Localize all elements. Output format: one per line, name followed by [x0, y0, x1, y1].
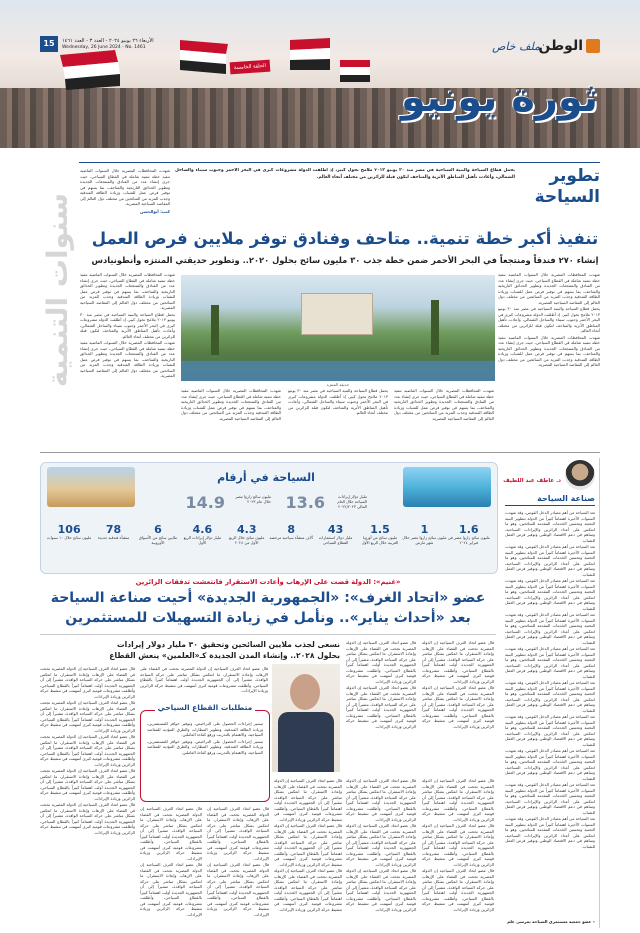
paragraph: قال عضو اتحاد الغرف السياحية إن الدولة المصرية نجحت في القضاء على الإرهاب وإعادة الاستقرار، ما انعكس بشكل مباشر على حركة السياحة الوافدة، مشيراً إلى أن الجمهورية الجديدة أولت اهتماماً كبيراً بالقطاع السياحي، وأطلقت مشروعات قومية كبرى أسهمت في تنشيط حركة الزائرين وزيادة الإيرادات. — [422, 823, 494, 867]
paragraph: شهدت المحافظات المصرية خلال السنوات الماضية تنفيذ خطة تنمية شاملة في القطاع السياحي، حيث جرى إنشاء عدد من الفنادق والمنتجعات الجديدة وتطوير الحدائق التاريخية والمتاحف، بما يسهم في توفير فرص عمل للشباب وزيادة الطاقة الفندقية وجذب المزيد من السائحين من مختلف دول العالم إلى المقاصد السياحية المصرية. — [181, 388, 281, 421]
author-name: د. عاطف عبد اللطيف — [503, 478, 561, 484]
page-title: ثورة يونيو — [400, 75, 598, 121]
stat-item — [47, 523, 91, 569]
interviewee-photo — [272, 664, 340, 772]
stat-value: 43 — [327, 523, 344, 536]
intro-text: يحمل قطاع السياحة والبنية السياحية في مصر منذ ٣٠ يونيو ٢٠١٣ ملامح تحول كبير، إذ أطلقت الدولة مشروعات كبرى في البحر الأحمر وجنوب سيناء والساحل الشمالي، وأعادت تأهيل المناطق الأثرية والمتاحف لتكون قبلة للزائرين من مختلف أنحاء العالم. — [175, 168, 515, 180]
paragraph: قال عضو اتحاد الغرف السياحية إن الدولة المصرية نجحت في القضاء على الإرهاب وإعادة الاستقرار، ما انعكس بشكل مباشر على حركة السياحة الوافدة، مشيراً إلى أن الجمهورية الجديدة أولت اهتماماً كبيراً بالقطاع السياحي، وأطلقت مشروعات قومية كبرى أسهمت في تنشيط حركة الزائرين وزيادة الإيرادات. — [346, 778, 416, 822]
stat-label: مليون سائح زاروا مصر خلال شهر مارس — [402, 535, 447, 545]
opinion-sidebar — [501, 458, 600, 928]
stat-label: مليار دولار إيرادات الربع الأول — [183, 535, 222, 545]
article1-subhead: إنشاء ٢٧٠ فندقاً ومنتجعاً في البحر الأحمر ضمن خطة جذب ٣٠ مليون سائح بحلول ٢٠٢٠.. وتطوير حديقتي المنتزه وأنطونيادس — [91, 255, 599, 265]
paragraph: قال عضو اتحاد الغرف السياحية إن الدولة المصرية نجحت في القضاء على الإرهاب وإعادة الاستقرار، ما انعكس بشكل مباشر على حركة السياحة الوافدة، مشيراً إلى أن الجمهورية الجديدة أولت اهتماماً كبيراً بالقطاع السياحي، وأطلقت مشروعات قومية كبرى أسهمت في تنشيط حركة الزائرين وزيادة الإيرادات. — [274, 868, 342, 912]
sidebar-title: صناعة السياحة — [505, 494, 595, 506]
requirements-title: متطلبات القطاع السياحي — [155, 703, 255, 712]
article1-col-3b — [288, 388, 388, 448]
article2-col-2 — [140, 806, 202, 928]
stats-box — [40, 462, 498, 574]
article1-headline: تنفيذ أكبر خطة تنمية.. متاحف وفنادق توفر ملايين فرص العمل — [91, 229, 599, 248]
stat-item — [225, 523, 269, 569]
paragraph: تعد السياحة من أهم مصادر الدخل القومي، وقد شهدت السنوات الأخيرة اهتماماً كبيراً من الدولة بتطوير البنية التحتية وتحسين الخدمات المقدمة للسائحين، وهو ما انعكس على أعداد الزائرين والإيرادات السياحية، وساهم في دعم الاقتصاد الوطني وتوفير فرص العمل للشباب. — [505, 748, 595, 781]
stat-value: 78 — [105, 523, 122, 536]
paragraph: يحمل قطاع السياحة والبنية السياحية في مصر منذ ٣٠ يونيو ٢٠١٣ ملامح تحول كبير، إذ أطلقت الدولة مشروعات كبرى في البحر الأحمر وجنوب سيناء والساحل الشمالي، وأعادت تأهيل المناطق الأثرية والمتاحف لتكون قبلة للزائرين من مختلف أنحاء العالم. — [80, 311, 175, 339]
paragraph: قال عضو اتحاد الغرف السياحية إن الدولة المصرية نجحت في القضاء على الإرهاب وإعادة الاستقرار، ما انعكس بشكل مباشر على حركة السياحة الوافدة، مشيراً إلى أن الجمهورية الجديدة أولت اهتماماً كبيراً بالقطاع السياحي، وأطلقت مشروعات قومية كبرى أسهمت في تنشيط حركة الزائرين وزيادة الإيرادات. — [40, 768, 135, 801]
paragraph: تعد السياحة من أهم مصادر الدخل القومي، وقد شهدت السنوات الأخيرة اهتماماً كبيراً من الدولة بتطوير البنية التحتية وتحسين الخدمات المقدمة للسائحين، وهو ما انعكس على أعداد الزائرين والإيرادات السياحية، وساهم في دعم الاقتصاد الوطني وتوفير فرص العمل للشباب. — [505, 646, 595, 679]
byline: كتب: أبوالحسن — [140, 208, 170, 214]
paragraph: قال عضو اتحاد الغرف السياحية إن الدولة المصرية نجحت في القضاء على الإرهاب وإعادة الاستقرار، ما انعكس بشكل مباشر على حركة السياحة الوافدة، مشيراً إلى أن الجمهورية الجديدة أولت اهتماماً كبيراً بالقطاع السياحي، وأطلقت مشروعات قومية كبرى أسهمت في تنشيط حركة الزائرين وزيادة الإيرادات. — [422, 778, 494, 822]
face — [290, 674, 320, 710]
stat-item — [447, 523, 491, 569]
stat-item — [358, 523, 402, 569]
stat-value: 4.6 — [192, 523, 213, 536]
paragraph: قال عضو اتحاد الغرف السياحية إن الدولة المصرية نجحت في القضاء على الإرهاب وإعادة الاستقرار، ما انعكس بشكل مباشر على حركة السياحة الوافدة، مشيراً إلى أن الجمهورية الجديدة أولت اهتماماً كبيراً بالقطاع السياحي، وأطلقت مشروعات قومية كبرى أسهمت في تنشيط حركة الزائرين وزيادة الإيرادات. — [422, 685, 494, 729]
kicker-block — [532, 166, 600, 226]
stat-item — [402, 523, 446, 569]
article1-col-3a — [181, 388, 281, 448]
article2-col-6 — [422, 778, 494, 928]
date-en: Wednesday, 26 June 2024 - No. 1461 — [62, 45, 146, 50]
article2-headline-2: بعد «أحداث يناير».. ونأمل في زيادة التسهيلات للمستثمرين — [65, 610, 471, 626]
paragraph: تعد السياحة من أهم مصادر الدخل القومي، وقد شهدت السنوات الأخيرة اهتماماً كبيراً من الدولة بتطوير البنية التحتية وتحسين الخدمات المقدمة للسائحين، وهو ما انعكس على أعداد الزائرين والإيرادات السياحية، وساهم في دعم الاقتصاد الوطني وتوفير فرص العمل للشباب. — [505, 544, 595, 577]
article2-subhead-1: نسعى لجذب ملايين السائحين وتحقيق ٣٠ مليار دولار إيرادات — [116, 640, 340, 649]
hero-value: 13.6 — [285, 493, 325, 512]
article1-col-4 — [80, 272, 175, 442]
stat-value: 1.5 — [370, 523, 390, 536]
section-label: ملف خاص — [492, 40, 540, 53]
stat-label: مليار دولار استثمارات القطاع السياحي — [318, 535, 353, 545]
paragraph: شهدت المحافظات المصرية خلال السنوات الماضية تنفيذ خطة تنمية شاملة في القطاع السياحي، حيث جرى إنشاء عدد من الفنادق والمنتجعات الجديدة وتطوير الحدائق التاريخية والمتاحف، بما يسهم في توفير فرص عمل للشباب وزيادة الطاقة الفندقية وجذب المزيد من السائحين من مختلف دول العالم إلى المقاصد السياحية المصرية. — [394, 388, 494, 421]
article2-col-3 — [207, 806, 269, 928]
paragraph: قال عضو اتحاد الغرف السياحية إن الدولة المصرية نجحت في القضاء على الإرهاب وإعادة الاستقرار، ما انعكس بشكل مباشر على حركة السياحة الوافدة، مشيراً إلى أن الجمهورية الجديدة أولت اهتماماً كبيراً بالقطاع السياحي، وأطلقت مشروعات قومية كبرى أسهمت في تنشيط حركة الزائرين وزيادة الإيرادات. — [207, 862, 269, 917]
paragraph: تعد السياحة من أهم مصادر الدخل القومي، وقد شهدت السنوات الأخيرة اهتماماً كبيراً من الدولة بتطوير البنية التحتية وتحسين الخدمات المقدمة للسائحين، وهو ما انعكس على أعداد الزائرين والإيرادات السياحية، وساهم في دعم الاقتصاد الوطني وتوفير فرص العمل للشباب. — [505, 714, 595, 747]
date-ar: الأربعاء ٢٦ يونيو ٢٠٢٤ - العدد ٣ - العدد ١٤٦١ — [62, 38, 154, 44]
article2-col-1 — [40, 666, 135, 928]
paragraph: قال عضو اتحاد الغرف السياحية إن الدولة المصرية نجحت في القضاء على الإرهاب وإعادة الاستقرار، ما انعكس بشكل مباشر على حركة السياحة الوافدة، مشيراً إلى أن الجمهورية الجديدة أولت اهتماماً كبيراً بالقطاع السياحي، وأطلقت مشروعات قومية كبرى أسهمت في تنشيط حركة الزائرين وزيادة الإيرادات. — [40, 734, 135, 767]
paragraph: يحمل قطاع السياحة والبنية السياحية في مصر منذ ٣٠ يونيو ٢٠١٣ ملامح تحول كبير، إذ أطلقت الدولة مشروعات كبرى في البحر الأحمر وجنوب سيناء والساحل الشمالي، وأعادت تأهيل المناطق الأثرية والمتاحف لتكون قبلة للزائرين من مختلف أنحاء العالم. — [288, 388, 388, 415]
article1-col-3c — [394, 388, 494, 448]
palm-tree — [211, 305, 219, 355]
paragraph: تعد السياحة من أهم مصادر الدخل القومي، وقد شهدت السنوات الأخيرة اهتماماً كبيراً من الدولة بتطوير البنية التحتية وتحسين الخدمات المقدمة للسائحين، وهو ما انعكس على أعداد الزائرين والإيرادات السياحية، وساهم في دعم الاقتصاد الوطني وتوفير فرص العمل للشباب. — [505, 612, 595, 645]
stat-label: مليون سائح خلال ١٠ سنوات — [47, 535, 92, 540]
paragraph: قال عضو اتحاد الغرف السياحية إن الدولة المصرية نجحت في القضاء على الإرهاب وإعادة الاستقرار، ما انعكس بشكل مباشر على حركة السياحة الوافدة، مشيراً إلى أن الجمهورية الجديدة أولت اهتماماً كبيراً بالقطاع السياحي، وأطلقت مشروعات قومية كبرى أسهمت في تنشيط حركة الزائرين وزيادة الإيرادات. — [140, 806, 202, 861]
paragraph: قال عضو اتحاد الغرف السياحية إن الدولة المصرية نجحت في القضاء على الإرهاب وإعادة الاستقرار، ما انعكس بشكل مباشر على حركة السياحة الوافدة، مشيراً إلى أن الجمهورية الجديدة أولت اهتماماً كبيراً بالقطاع السياحي، وأطلقت مشروعات قومية كبرى أسهمت في تنشيط حركة الزائرين وزيادة الإيرادات. — [422, 868, 494, 912]
article2-headline-1: عضو «اتحاد الغرف»: «الجمهورية الجديدة» أحيت صناعة السياحة — [50, 590, 486, 606]
logo — [538, 36, 600, 56]
paragraph: قال عضو اتحاد الغرف السياحية إن الدولة المصرية نجحت في القضاء على الإرهاب وإعادة الاستقرار، ما انعكس بشكل مباشر على حركة السياحة الوافدة، مشيراً إلى أن الجمهورية الجديدة أولت اهتماماً كبيراً بالقطاع السياحي، وأطلقت مشروعات قومية كبرى أسهمت في تنشيط حركة الزائرين وزيادة الإيرادات. — [40, 700, 135, 733]
stat-label: مليون سائح خلال الربع الأول من ٢٠٢٤ — [229, 535, 265, 545]
paragraph: شهدت المحافظات المصرية خلال السنوات الماضية تنفيذ خطة تنمية شاملة في القطاع السياحي، حيث جرى إنشاء عدد من الفنادق والمنتجعات الجديدة وتطوير الحدائق التاريخية والمتاحف، بما يسهم في توفير فرص عمل للشباب وزيادة الطاقة الفندقية وجذب المزيد من السائحين من مختلف دول العالم إلى المقاصد السياحية المصرية. — [80, 272, 175, 310]
paragraph: تعد السياحة من أهم مصادر الدخل القومي، وقد شهدت السنوات الأخيرة اهتماماً كبيراً من الدولة بتطوير البنية التحتية وتحسين الخدمات المقدمة للسائحين، وهو ما انعكس على أعداد الزائرين والإيرادات السياحية، وساهم في دعم الاقتصاد الوطني وتوفير فرص العمل للشباب. — [505, 816, 595, 849]
paragraph: يحمل قطاع السياحة والبنية السياحية في مصر منذ ٣٠ يونيو ٢٠١٣ ملامح تحول كبير، إذ أطلقت الدولة مشروعات كبرى في البحر الأحمر وجنوب سيناء والساحل الشمالي، وأعادت تأهيل المناطق الأثرية والمتاحف لتكون قبلة للزائرين من مختلف أنحاء العالم. — [498, 306, 600, 333]
divider — [40, 452, 600, 453]
intro-col-text: شهدت المحافظات المصرية خلال السنوات الماضية تنفيذ خطة تنمية شاملة في القطاع السياحي، حيث جرى إنشاء عدد من الفنادق والمنتجعات الجديدة وتطوير الحدائق التاريخية والمتاحف، بما يسهم في توفير فرص عمل للشباب وزيادة الطاقة الفندقية وجذب المزيد من السائحين من مختلف دول العالم إلى المقاصد السياحية المصرية. — [80, 168, 170, 206]
stat-label: ملايين سائح من الأسواق الأوروبية — [138, 535, 178, 545]
page-number: 15 — [40, 36, 58, 52]
article2-col-5 — [346, 778, 416, 928]
masthead — [40, 36, 600, 58]
article2-kicker: «غنيم»: الدولة قضت على الإرهاب وأعادت الاستقرار فانتعشت تدفقات الزائرين — [135, 578, 401, 586]
article1-intro-col — [80, 168, 170, 220]
hero-stat — [281, 493, 367, 517]
stat-label: آلاف منشأة سياحية مرخصة — [269, 535, 313, 540]
logo-mark-icon — [586, 39, 600, 53]
water — [181, 361, 495, 381]
suit — [278, 712, 334, 772]
paragraph: تعد السياحة من أهم مصادر الدخل القومي، وقد شهدت السنوات الأخيرة اهتماماً كبيراً من الدولة بتطوير البنية التحتية وتحسين الخدمات المقدمة للسائحين، وهو ما انعكس على أعداد الزائرين والإيرادات السياحية، وساهم في دعم الاقتصاد الوطني وتوفير فرص العمل للشباب. — [505, 680, 595, 713]
paragraph: قال عضو اتحاد الغرف السياحية إن الدولة المصرية نجحت في القضاء على الإرهاب وإعادة الاستقرار، ما انعكس بشكل مباشر على حركة السياحة الوافدة، مشيراً إلى أن الجمهورية الجديدة أولت اهتماماً كبيراً بالقطاع السياحي، وأطلقت مشروعات قومية كبرى أسهمت في تنشيط حركة الزائرين وزيادة الإيرادات. — [274, 823, 342, 867]
paragraph: قال عضو اتحاد الغرف السياحية إن الدولة المصرية نجحت في القضاء على الإرهاب وإعادة الاستقرار، ما انعكس بشكل مباشر على حركة السياحة الوافدة، مشيراً إلى أن الجمهورية الجديدة أولت اهتماماً كبيراً بالقطاع السياحي، وأطلقت مشروعات قومية كبرى أسهمت في تنشيط حركة الزائرين وزيادة الإيرادات. — [40, 802, 135, 835]
paragraph: قال عضو اتحاد الغرف السياحية إن الدولة المصرية نجحت في القضاء على الإرهاب وإعادة الاستقرار، ما انعكس بشكل مباشر على حركة السياحة الوافدة، مشيراً إلى أن الجمهورية الجديدة أولت اهتماماً كبيراً بالقطاع السياحي، وأطلقت مشروعات قومية كبرى أسهمت في تنشيط حركة الزائرين وزيادة الإيرادات. — [140, 666, 268, 693]
hero-label: مليون سائح زاروا مصر خلال عام ٢٠٢٣ — [235, 494, 271, 504]
paragraph: قال عضو اتحاد الغرف السياحية إن الدولة المصرية نجحت في القضاء على الإرهاب وإعادة الاستقرار، ما انعكس بشكل مباشر على حركة السياحة الوافدة، مشيراً إلى أن الجمهورية الجديدة أولت اهتماماً كبيراً بالقطاع السياحي، وأطلقت مشروعات قومية كبرى أسهمت في تنشيط حركة الزائرين وزيادة الإيرادات. — [422, 640, 494, 684]
stat-label: مليون سائح من أوروبا الغربية خلال الربع الأول — [361, 535, 399, 545]
paragraph: قال عضو اتحاد الغرف السياحية إن الدولة المصرية نجحت في القضاء على الإرهاب وإعادة الاستقرار، ما انعكس بشكل مباشر على حركة السياحة الوافدة، مشيراً إلى أن الجمهورية الجديدة أولت اهتماماً كبيراً بالقطاع السياحي، وأطلقت مشروعات قومية كبرى أسهمت في تنشيط حركة الزائرين وزيادة الإيرادات. — [346, 685, 416, 729]
stat-value: 6 — [154, 523, 162, 536]
stat-item — [136, 523, 180, 569]
beach-photo — [403, 467, 491, 507]
article2-subhead-2: بحلول ٢٠٢٨.. وإنشاء المدن الجديدة كـ«العلمين» ينعش القطاع — [109, 651, 340, 660]
episode-badge: الحلقة الخامسة — [230, 60, 271, 75]
side-title-strip — [40, 160, 76, 420]
hero-value: 14.9 — [185, 493, 225, 512]
sidebar-footer: ٭ عضو جمعية مستثمري السياحة بمرسى علم — [507, 919, 595, 924]
stat-value: 4.3 — [237, 523, 257, 536]
stat-label: مليون سائح زاروا مصر في فبراير ٢٠٢٤ — [447, 535, 490, 545]
stat-item — [313, 523, 357, 569]
hero-label: مليار دولار إيرادات السياحة خلال العام المالي ٢٠٢٢/٢٠٢٣ — [337, 494, 367, 509]
paragraph: شهدت المحافظات المصرية خلال السنوات الماضية تنفيذ خطة تنمية شاملة في القطاع السياحي، حيث جرى إنشاء عدد من الفنادق والمنتجعات الجديدة وتطوير الحدائق التاريخية والمتاحف، بما يسهم في توفير فرص عمل للشباب وزيادة الطاقة الفندقية وجذب المزيد من السائحين من مختلف دول العالم إلى المقاصد السياحية المصرية. — [80, 340, 175, 378]
paragraph: تعد السياحة من أهم مصادر الدخل القومي، وقد شهدت السنوات الأخيرة اهتماماً كبيراً من الدولة بتطوير البنية التحتية وتحسين الخدمات المقدمة للسائحين، وهو ما انعكس على أعداد الزائرين والإيرادات السياحية، وساهم في دعم الاقتصاد الوطني وتوفير فرص العمل للشباب. — [505, 578, 595, 611]
hero-stat — [181, 493, 271, 517]
article2-col-4 — [274, 778, 342, 928]
photo-caption: حديقة المنتزه — [326, 382, 350, 387]
paragraph: تيسير إجراءات الحصول على التراخيص، وتوفير حوافز للمستثمرين، وزيادة الطاقة الفندقية، وتطوير المطارات والطرق المؤدية للمقاصد السياحية، والاهتمام بالتدريب ورفع كفاءة العاملين. — [147, 721, 263, 737]
article1-col-1 — [498, 272, 600, 442]
kicker-line2: السياحة — [534, 187, 600, 207]
divider — [79, 162, 600, 163]
article2-col-a — [346, 640, 416, 770]
palm-tree — [431, 300, 439, 355]
kicker-line1: تطوير — [549, 166, 600, 186]
stat-value: 8 — [287, 523, 295, 536]
divider — [40, 634, 496, 635]
article2-col-2-top — [140, 666, 268, 704]
egypt-flag-icon — [340, 60, 370, 82]
garden-photo — [181, 275, 495, 381]
paragraph: قال عضو اتحاد الغرف السياحية إن الدولة المصرية نجحت في القضاء على الإرهاب وإعادة الاستقرار، ما انعكس بشكل مباشر على حركة السياحة الوافدة، مشيراً إلى أن الجمهورية الجديدة أولت اهتماماً كبيراً بالقطاع السياحي، وأطلقت مشروعات قومية كبرى أسهمت في تنشيط حركة الزائرين وزيادة الإيرادات. — [140, 862, 202, 917]
stat-value: 106 — [57, 523, 81, 536]
article1-intro — [175, 168, 515, 220]
stat-value: 1 — [420, 523, 429, 536]
stat-value: 1.6 — [459, 523, 479, 536]
paragraph: تعد السياحة من أهم مصادر الدخل القومي، وقد شهدت السنوات الأخيرة اهتماماً كبيراً من الدولة بتطوير البنية التحتية وتحسين الخدمات المقدمة للسائحين، وهو ما انعكس على أعداد الزائرين والإيرادات السياحية، وساهم في دعم الاقتصاد الوطني وتوفير فرص العمل للشباب. — [505, 510, 595, 543]
stat-label: منشأة فندقية جديدة — [97, 535, 130, 540]
requirements-text — [147, 721, 263, 797]
paragraph: شهدت المحافظات المصرية خلال السنوات الماضية تنفيذ خطة تنمية شاملة في القطاع السياحي، حيث جرى إنشاء عدد من الفنادق والمنتجعات الجديدة وتطوير الحدائق التاريخية والمتاحف، بما يسهم في توفير فرص عمل للشباب وزيادة الطاقة الفندقية وجذب المزيد من السائحين من مختلف دول العالم إلى المقاصد السياحية المصرية. — [498, 272, 600, 305]
stats-title: السياحة في أرقام — [217, 471, 315, 484]
stat-item — [91, 523, 135, 569]
paragraph: تيسير إجراءات الحصول على التراخيص، وتوفير حوافز للمستثمرين، وزيادة الطاقة الفندقية، وتطوير المطارات والطرق المؤدية للمقاصد السياحية، والاهتمام بالتدريب ورفع كفاءة العاملين. — [147, 738, 263, 755]
paragraph: شهدت المحافظات المصرية خلال السنوات الماضية تنفيذ خطة تنمية شاملة في القطاع السياحي، حيث جرى إنشاء عدد من الفنادق والمنتجعات الجديدة وتطوير الحدائق التاريخية والمتاحف، بما يسهم في توفير فرص عمل للشباب وزيادة الطاقة الفندقية وجذب المزيد من السائحين من مختلف دول العالم إلى المقاصد السياحية المصرية. — [498, 334, 600, 367]
stat-item — [269, 523, 313, 569]
stat-item — [180, 523, 224, 569]
paragraph: قال عضو اتحاد الغرف السياحية إن الدولة المصرية نجحت في القضاء على الإرهاب وإعادة الاستقرار، ما انعكس بشكل مباشر على حركة السياحة الوافدة، مشيراً إلى أن الجمهورية الجديدة أولت اهتماماً كبيراً بالقطاع السياحي، وأطلقت مشروعات قومية كبرى أسهمت في تنشيط حركة الزائرين وزيادة الإيرادات. — [274, 778, 342, 822]
sidebar-body — [505, 510, 595, 910]
paragraph: قال عضو اتحاد الغرف السياحية إن الدولة المصرية نجحت في القضاء على الإرهاب وإعادة الاستقرار، ما انعكس بشكل مباشر على حركة السياحة الوافدة، مشيراً إلى أن الجمهورية الجديدة أولت اهتماماً كبيراً بالقطاع السياحي، وأطلقت مشروعات قومية كبرى أسهمت في تنشيط حركة الزائرين وزيادة الإيرادات. — [207, 806, 269, 861]
logo-text: الوطن — [538, 38, 583, 54]
paragraph: تعد السياحة من أهم مصادر الدخل القومي، وقد شهدت السنوات الأخيرة اهتماماً كبيراً من الدولة بتطوير البنية التحتية وتحسين الخدمات المقدمة للسائحين، وهو ما انعكس على أعداد الزائرين والإيرادات السياحية، وساهم في دعم الاقتصاد الوطني وتوفير فرص العمل للشباب. — [505, 782, 595, 815]
pyramids-photo — [47, 467, 135, 507]
side-title: سنوات التنمية — [41, 192, 74, 388]
author-avatar — [565, 460, 595, 490]
article2-col-b — [422, 640, 494, 770]
paragraph: قال عضو اتحاد الغرف السياحية إن الدولة المصرية نجحت في القضاء على الإرهاب وإعادة الاستقرار، ما انعكس بشكل مباشر على حركة السياحة الوافدة، مشيراً إلى أن الجمهورية الجديدة أولت اهتماماً كبيراً بالقطاع السياحي، وأطلقت مشروعات قومية كبرى أسهمت في تنشيط حركة الزائرين وزيادة الإيرادات. — [346, 823, 416, 867]
stats-row — [47, 523, 491, 569]
paragraph: قال عضو اتحاد الغرف السياحية إن الدولة المصرية نجحت في القضاء على الإرهاب وإعادة الاستقرار، ما انعكس بشكل مباشر على حركة السياحة الوافدة، مشيراً إلى أن الجمهورية الجديدة أولت اهتماماً كبيراً بالقطاع السياحي، وأطلقت مشروعات قومية كبرى أسهمت في تنشيط حركة الزائرين وزيادة الإيرادات. — [346, 640, 416, 684]
palace-building — [301, 293, 373, 335]
paragraph: قال عضو اتحاد الغرف السياحية إن الدولة المصرية نجحت في القضاء على الإرهاب وإعادة الاستقرار، ما انعكس بشكل مباشر على حركة السياحة الوافدة، مشيراً إلى أن الجمهورية الجديدة أولت اهتماماً كبيراً بالقطاع السياحي، وأطلقت مشروعات قومية كبرى أسهمت في تنشيط حركة الزائرين وزيادة الإيرادات. — [40, 666, 135, 699]
header-banner — [0, 0, 640, 148]
requirements-box — [140, 703, 270, 802]
paragraph: قال عضو اتحاد الغرف السياحية إن الدولة المصرية نجحت في القضاء على الإرهاب وإعادة الاستقرار، ما انعكس بشكل مباشر على حركة السياحة الوافدة، مشيراً إلى أن الجمهورية الجديدة أولت اهتماماً كبيراً بالقطاع السياحي، وأطلقت مشروعات قومية كبرى أسهمت في تنشيط حركة الزائرين وزيادة الإيرادات. — [346, 868, 416, 912]
